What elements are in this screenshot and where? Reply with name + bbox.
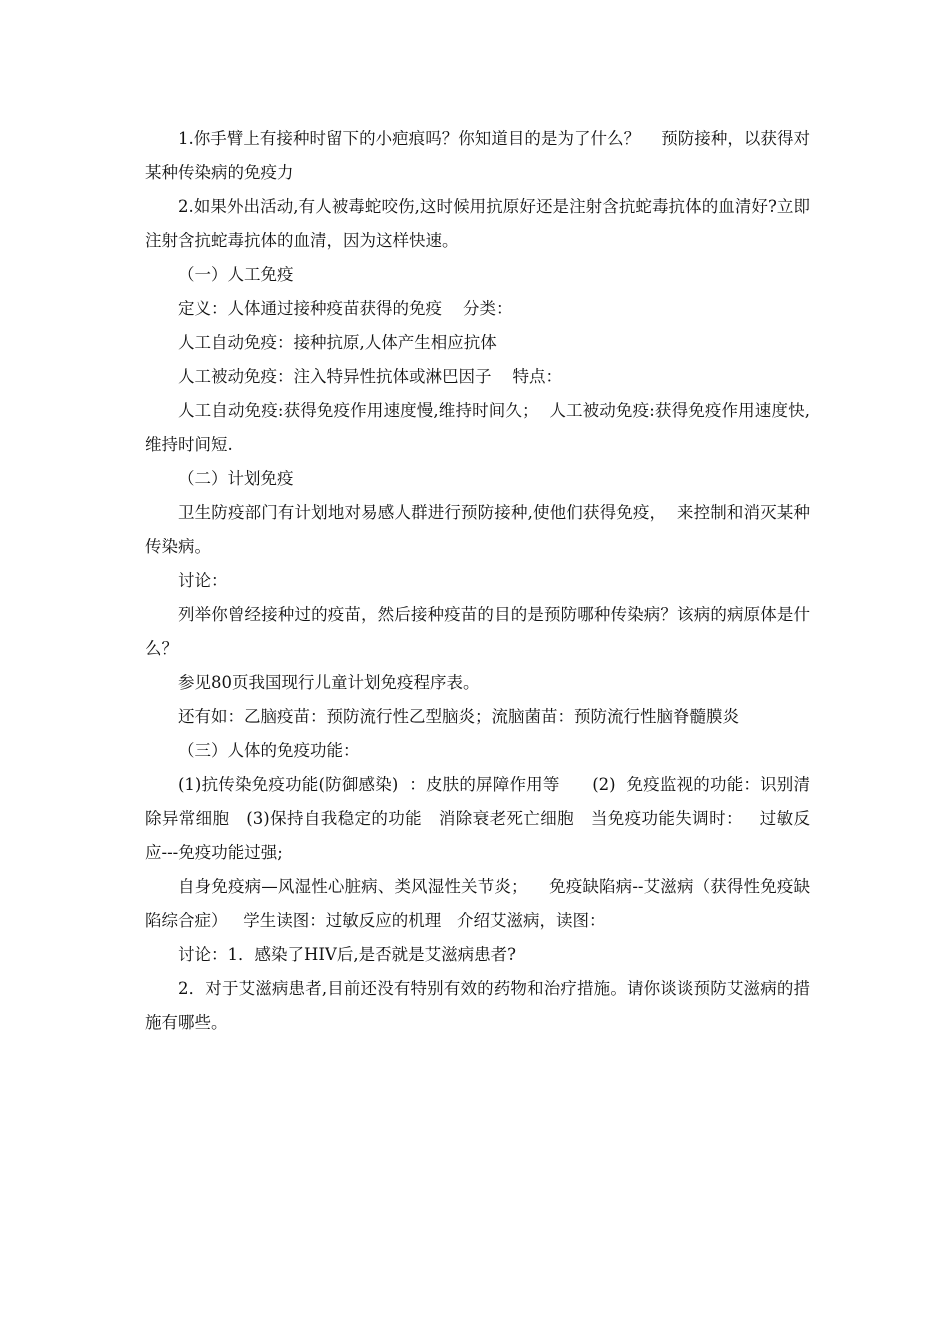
- paragraph-question-1: 1.你手臂上有接种时留下的小疤痕吗？你知道目的是为了什么？ 预防接种，以获得对某种传染病的免疫力: [145, 129, 810, 182]
- section-heading-planned-immunity: （二）计划免疫: [178, 469, 294, 488]
- paragraph-active-immunity: 人工自动免疫：接种抗原,人体产生相应抗体: [178, 333, 497, 352]
- document-body: [145, 122, 810, 1040]
- paragraph-discussion-label: 讨论：: [178, 571, 228, 590]
- paragraph-planned-immunity: 卫生防疫部门有计划地对易感人群进行预防接种,使他们获得免疫， 来控制和消灭某种传染病。: [145, 503, 810, 556]
- paragraph-reference: 参见80页我国现行儿童计划免疫程序表。: [178, 673, 480, 692]
- paragraph-vaccine-question: 列举你曾经接种过的疫苗，然后接种疫苗的目的是预防哪种传染病？该病的病原体是什么？: [145, 605, 810, 658]
- paragraph-question-2: 2.如果外出活动,有人被毒蛇咬伤,这时候用抗原好还是注射含抗蛇毒抗体的血清好?立即注射含抗蛇毒抗体的血清，因为这样快速。: [145, 197, 810, 250]
- paragraph-immune-diseases: 自身免疫病—风湿性心脏病、类风湿性关节炎； 免疫缺陷病--艾滋病（获得性免疫缺陷综合症） 学生读图：过敏反应的机理 介绍艾滋病，读图：: [145, 877, 810, 930]
- section-heading-artificial-immunity: （一）人工免疫: [178, 265, 294, 284]
- paragraph-aids-prevention: 2．对于艾滋病患者,目前还没有特别有效的药物和治疗措施。请你谈谈预防艾滋病的措施有哪些。: [145, 979, 810, 1032]
- paragraph-features: 人工自动免疫:获得免疫作用速度慢,维持时间久； 人工被动免疫:获得免疫作用速度快,维持时间短.: [145, 401, 810, 454]
- paragraph-discussion-hiv: 讨论：1．感染了HIV后,是否就是艾滋病患者?: [178, 945, 516, 964]
- section-heading-immune-function: （三）人体的免疫功能：: [178, 741, 360, 760]
- paragraph-immune-functions: (1)抗传染免疫功能(防御感染) ：皮肤的屏障作用等 (2) 免疫监视的功能：识别清除异常细胞 (3)保持自我稳定的功能 消除衰老死亡细胞 当免疫功能失调时： 过敏反应---免疫功能过强;: [145, 775, 810, 862]
- paragraph-passive-immunity: 人工被动免疫：注入特异性抗体或淋巴因子 特点：: [178, 367, 562, 386]
- paragraph-examples: 还有如：乙脑疫苗：预防流行性乙型脑炎；流脑菌苗：预防流行性脑脊髓膜炎: [178, 707, 739, 726]
- paragraph-definition: 定义：人体通过接种疫苗获得的免疫 分类：: [178, 299, 513, 318]
